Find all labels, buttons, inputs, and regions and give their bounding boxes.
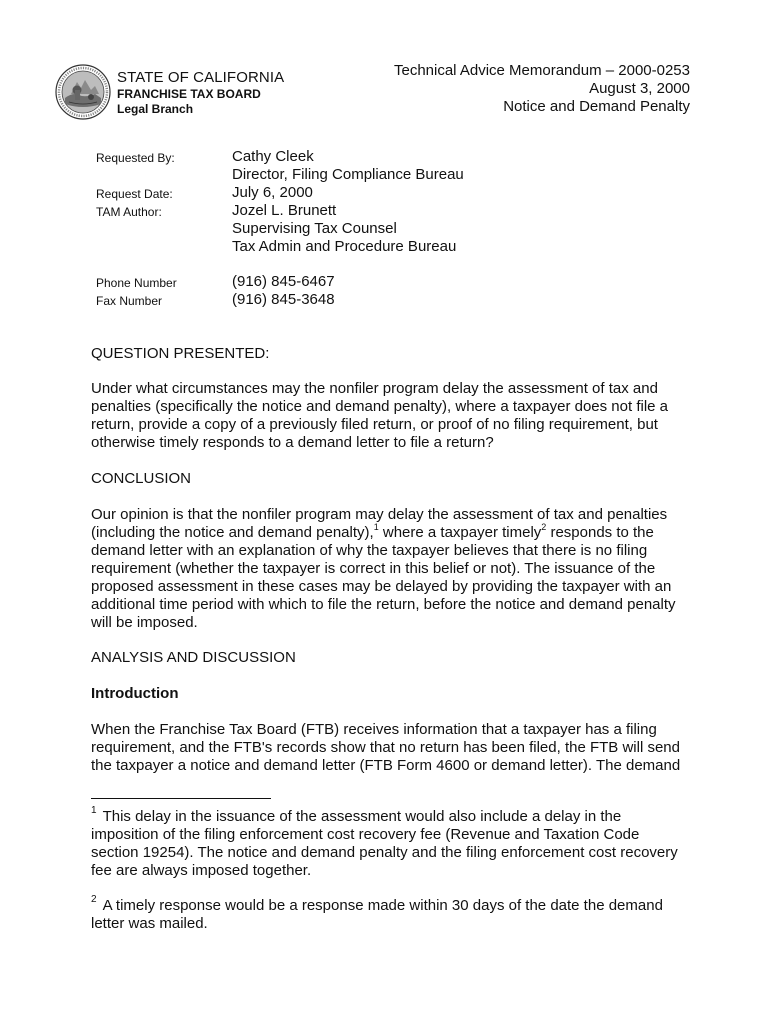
conclusion-line: proposed assessment in these cases may be delayed by providing the taxpayer with an (91, 578, 672, 595)
introduction-heading: Introduction (91, 685, 179, 702)
fax-number: (916) 845-3648 (232, 291, 335, 308)
question-line: penalties (specifically the notice and demand penalty), where a taxpayer does not file a (91, 398, 669, 415)
conclusion-heading: CONCLUSION (91, 470, 192, 487)
branch-name: Legal Branch (117, 102, 194, 116)
california-state-seal-icon (55, 64, 111, 120)
footnote-line: imposition of the filing enforcement cost recovery fee (Revenue and Taxation Code (91, 826, 640, 843)
question-paragraph (91, 380, 691, 452)
introduction-paragraph (91, 721, 691, 775)
state-name: STATE OF CALIFORNIA (117, 69, 285, 86)
tam-author-bureau: Tax Admin and Procedure Bureau (232, 238, 457, 255)
footnote-ref-1[interactable]: 1 (373, 522, 379, 532)
memo-header (394, 62, 690, 116)
footnote-ref-2[interactable]: 2 (541, 522, 547, 532)
tam-author-label: TAM Author: (96, 205, 162, 219)
conclusion-text: (including the notice and demand penalty), (91, 524, 374, 541)
footnote-line: section 19254). The notice and demand penalty and the filing enforcement cost recovery (91, 844, 678, 861)
introduction-line: requirement, and the FTB's records show that no return has been filed, the FTB will send (91, 739, 680, 756)
request-date: July 6, 2000 (232, 184, 313, 201)
agency-block (117, 69, 284, 117)
footnote-line: fee are always imposed together. (91, 862, 312, 879)
question-line: return, provide a copy of a previously filed return, or proof of no filing requirement, but (91, 416, 658, 433)
conclusion-line: demand letter with an explanation of why the taxpayer believes that there is no filing (91, 542, 648, 559)
footnote-2 (91, 894, 691, 933)
board-name: FRANCHISE TAX BOARD (117, 87, 261, 101)
analysis-heading: ANALYSIS AND DISCUSSION (91, 649, 296, 666)
footnote-text: This delay in the issuance of the assessment would also include a delay in the (102, 808, 622, 825)
footnote-text: A timely response would be a response made within 30 days of the date the demand (102, 897, 663, 914)
conclusion-line: requirement (whether the taxpayer is correct in this belief or not). The issuance of the (91, 560, 656, 577)
fax-label: Fax Number (96, 294, 163, 308)
footnote-line: letter was mailed. (91, 915, 208, 932)
phone-label: Phone Number (96, 276, 177, 290)
tam-author-title: Supervising Tax Counsel (232, 220, 397, 237)
introduction-line: the taxpayer a notice and demand letter (FTB Form 4600 or demand letter). The demand (91, 757, 681, 774)
question-line: Under what circumstances may the nonfiler program delay the assessment of tax and (91, 380, 658, 397)
introduction-line: When the Franchise Tax Board (FTB) receives information that a taxpayer has a filing (91, 721, 657, 738)
footnote-mark-2: 2 (91, 894, 97, 905)
question-heading: QUESTION PRESENTED: (91, 345, 270, 362)
memo-subject: Notice and Demand Penalty (503, 98, 690, 115)
conclusion-line: Our opinion is that the nonfiler program may delay the assessment of tax and penalties (91, 506, 668, 523)
conclusion-paragraph (91, 506, 691, 632)
conclusion-line (91, 524, 691, 542)
memo-date: August 3, 2000 (589, 80, 690, 97)
phone-number: (916) 845-6467 (232, 273, 335, 290)
requested-by-label: Requested By: (96, 151, 175, 165)
footnote-divider (91, 798, 271, 799)
footnote-line (91, 805, 691, 826)
footnote-1 (91, 805, 691, 880)
footnote-mark-1: 1 (91, 805, 97, 816)
memo-title: Technical Advice Memorandum – 2000-0253 (393, 62, 690, 79)
request-date-label: Request Date: (96, 187, 173, 201)
conclusion-line: additional time period with which to file the return, before the notice and demand penalty (91, 596, 676, 613)
requested-by-name: Cathy Cleek (232, 148, 314, 165)
question-line: otherwise timely responds to a demand letter to file a return? (91, 434, 494, 451)
tam-author-name: Jozel L. Brunett (232, 202, 337, 219)
footnote-line (91, 894, 691, 915)
conclusion-text: responds to the (546, 524, 654, 541)
conclusion-text: where a taxpayer timely (378, 524, 542, 541)
conclusion-line: will be imposed. (91, 614, 198, 631)
requested-by-title: Director, Filing Compliance Bureau (232, 166, 464, 183)
